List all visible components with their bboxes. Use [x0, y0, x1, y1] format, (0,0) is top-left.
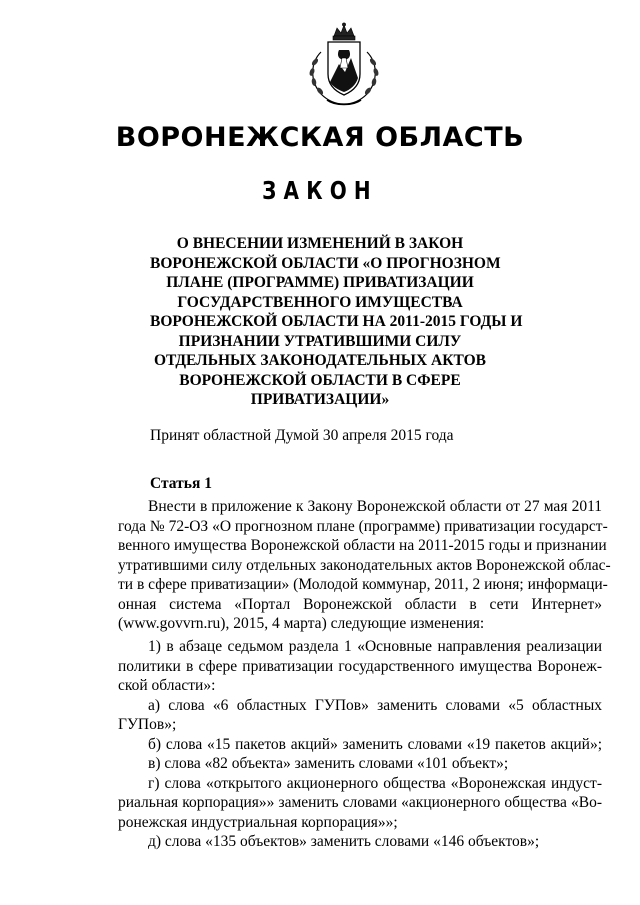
text-line: ронежская индустриальная корпорация»»;: [118, 813, 398, 831]
text-line: (www.govvrn.ru), 2015, 4 марта) следующие изменения:: [118, 615, 485, 632]
list-item: а) слова «6 областных ГУПов» заменить словами «5 областных: [148, 696, 602, 714]
text-line: онная система «Портал Воронежской области в сети Интернет»: [118, 595, 602, 613]
text-line: риальная корпорация»» заменить словами «акционерного общества «Во-: [118, 794, 602, 811]
title-line: ГОСУДАРСТВЕННОГО ИМУЩЕСТВА: [177, 293, 463, 311]
title-line: ВОРОНЕЖСКОЙ ОБЛАСТИ НА 2011-2015 ГОДЫ И: [150, 313, 523, 330]
text-line: ской области»:: [118, 677, 216, 694]
adoption-statement: Принят областной Думой 30 апреля 2015 года: [150, 427, 454, 444]
text-line: ГУПов»;: [118, 716, 177, 733]
coat-of-arms-icon: [301, 22, 387, 108]
document-type: ЗАКОН: [262, 176, 378, 205]
region-name: ВОРОНЕЖСКАЯ ОБЛАСТЬ: [115, 122, 525, 153]
text-line: политики в сфере приватизации государственного имущества Воронеж-: [118, 657, 602, 675]
list-item: д) слова «135 объектов» заменить словами «146 объектов»;: [148, 833, 540, 850]
text-line: утратившими силу отдельных законодательных актов Воронежской облас-: [118, 556, 611, 574]
text-line: Внести в приложение к Закону Воронежской области от 27 мая 2011: [148, 498, 602, 515]
title-line: ПРИВАТИЗАЦИИ»: [250, 391, 390, 408]
title-line: ВОРОНЕЖСКОЙ ОБЛАСТИ В СФЕРЕ: [179, 371, 461, 389]
title-line: ВОРОНЕЖСКОЙ ОБЛАСТИ «О ПРОГНОЗНОМ: [150, 254, 501, 272]
amendments-list: [118, 637, 602, 852]
list-item: в) слова «82 объекта» заменить словами «101 объект»;: [148, 755, 509, 772]
title-line: О ВНЕСЕНИИ ИЗМЕНЕНИЙ В ЗАКОН: [176, 235, 464, 252]
text-line: венного имущества Воронежской области на 2011-2015 годы и признании: [118, 537, 607, 554]
article-paragraph-1: [118, 497, 611, 634]
list-item: б) слова «15 пакетов акций» заменить словами «19 пакетов акций»;: [148, 735, 602, 753]
list-item: г) слова «открытого акционерного общества «Воронежская индуст-: [148, 774, 602, 792]
text-line: года № 72-ОЗ «О прогнозном плане (программе) приватизации государст-: [118, 517, 608, 535]
list-item: 1) в абзаце седьмом раздела 1 «Основные направления реализации: [148, 638, 602, 655]
title-line: ПРИЗНАНИИ УТРАТИВШИМИ СИЛУ: [178, 332, 462, 350]
text-line: ти в сфере приватизации» (Молодой коммунар, 2011, 2 июня; информаци-: [118, 576, 608, 593]
law-title: [150, 234, 523, 410]
title-line: ПЛАНЕ (ПРОГРАММЕ) ПРИВАТИЗАЦИИ: [166, 274, 474, 291]
title-line: ОТДЕЛЬНЫХ ЗАКОНОДАТЕЛЬНЫХ АКТОВ: [153, 352, 487, 369]
article-heading: Статья 1: [150, 475, 212, 492]
